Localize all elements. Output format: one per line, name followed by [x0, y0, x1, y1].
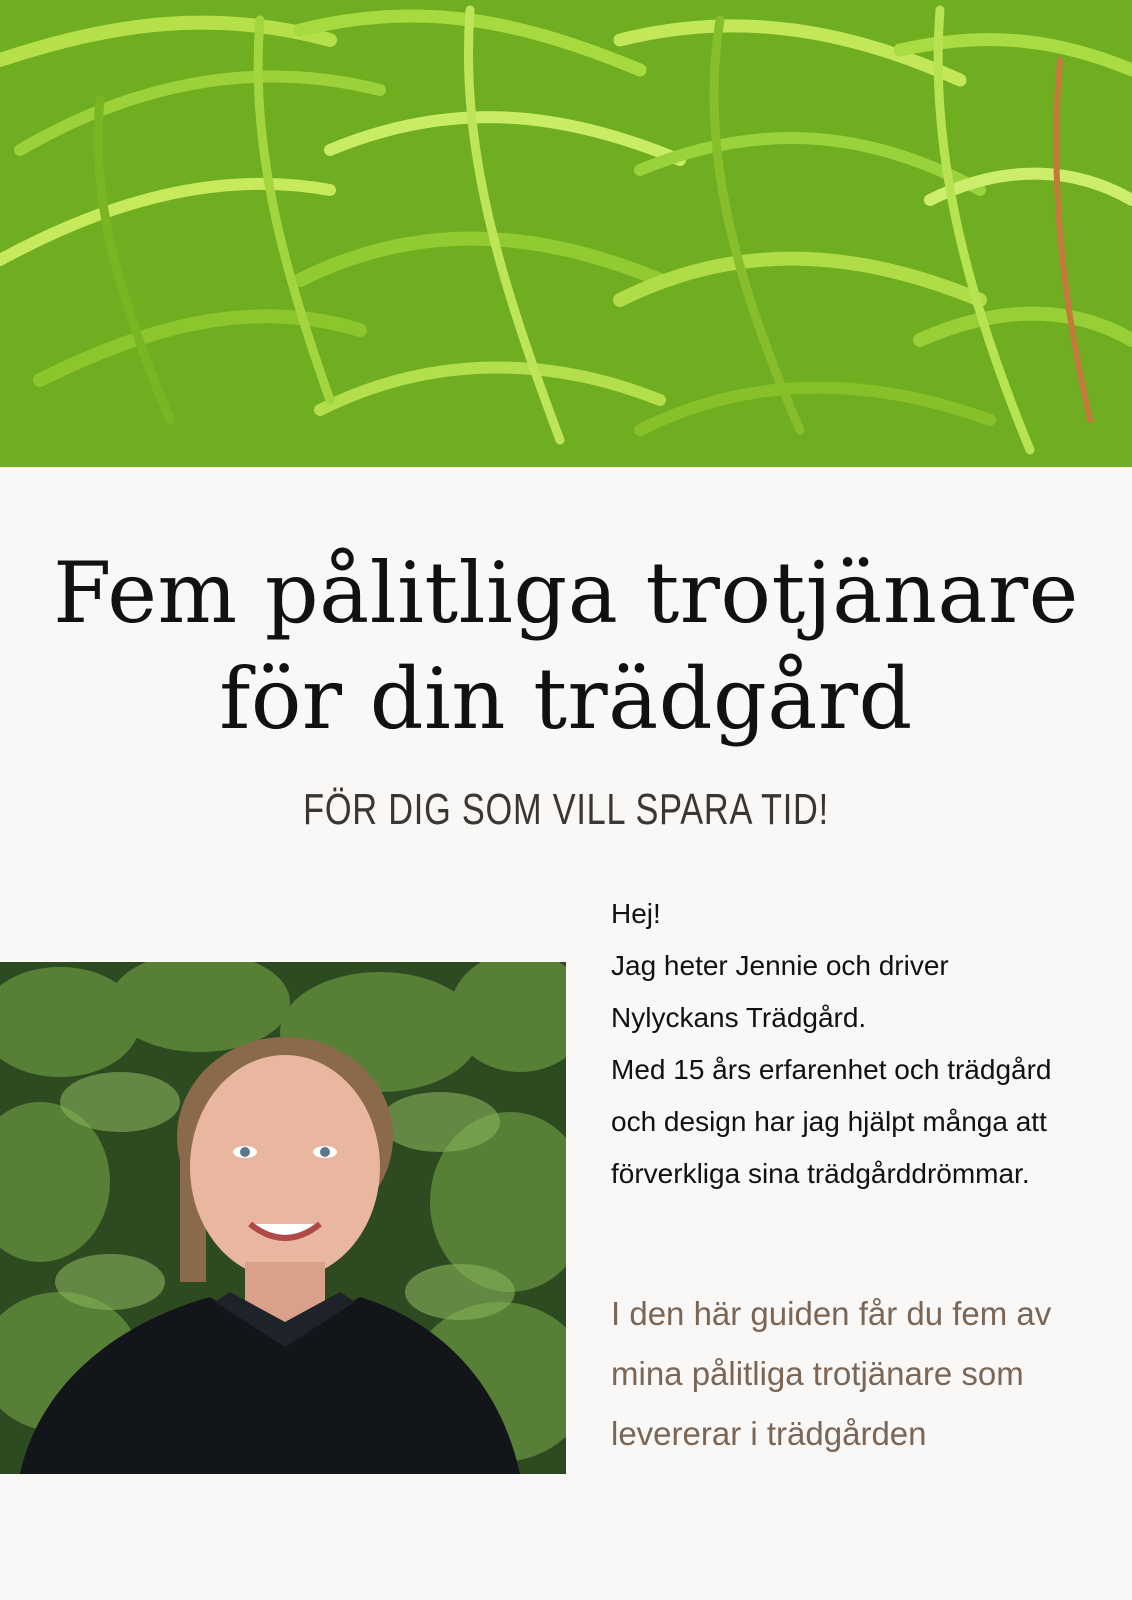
- guide-text: [611, 1284, 1132, 1464]
- subtitle: FÖR DIG SOM VILL SPARA TID!: [303, 785, 829, 834]
- guide-line: mina pålitliga trotjänare som: [611, 1355, 1024, 1392]
- intro-line: Nylyckans Trädgård.: [611, 1002, 867, 1033]
- grass-icon: [0, 0, 1132, 467]
- intro-line: Med 15 års erfarenhet och trädgård: [611, 1054, 1052, 1085]
- intro-line: och design har jag hjälpt många att: [611, 1106, 1047, 1137]
- intro-line: Hej!: [611, 898, 661, 929]
- portrait-icon: [0, 962, 566, 1474]
- title-line-1: Fem pålitliga trotjänare: [53, 544, 1079, 642]
- guide-line: levererar i trädgården: [611, 1415, 927, 1452]
- page-title: [0, 540, 1132, 752]
- intro-line: Jag heter Jennie och driver: [611, 950, 949, 981]
- intro-line: förverkliga sina trädgårddrömmar.: [611, 1158, 1030, 1189]
- header-grass-photo: [0, 0, 1132, 467]
- intro-text: [611, 888, 1132, 1200]
- title-line-2: för din trädgård: [219, 650, 913, 748]
- guide-line: I den här guiden får du fem av: [611, 1295, 1052, 1332]
- author-portrait: [0, 962, 566, 1474]
